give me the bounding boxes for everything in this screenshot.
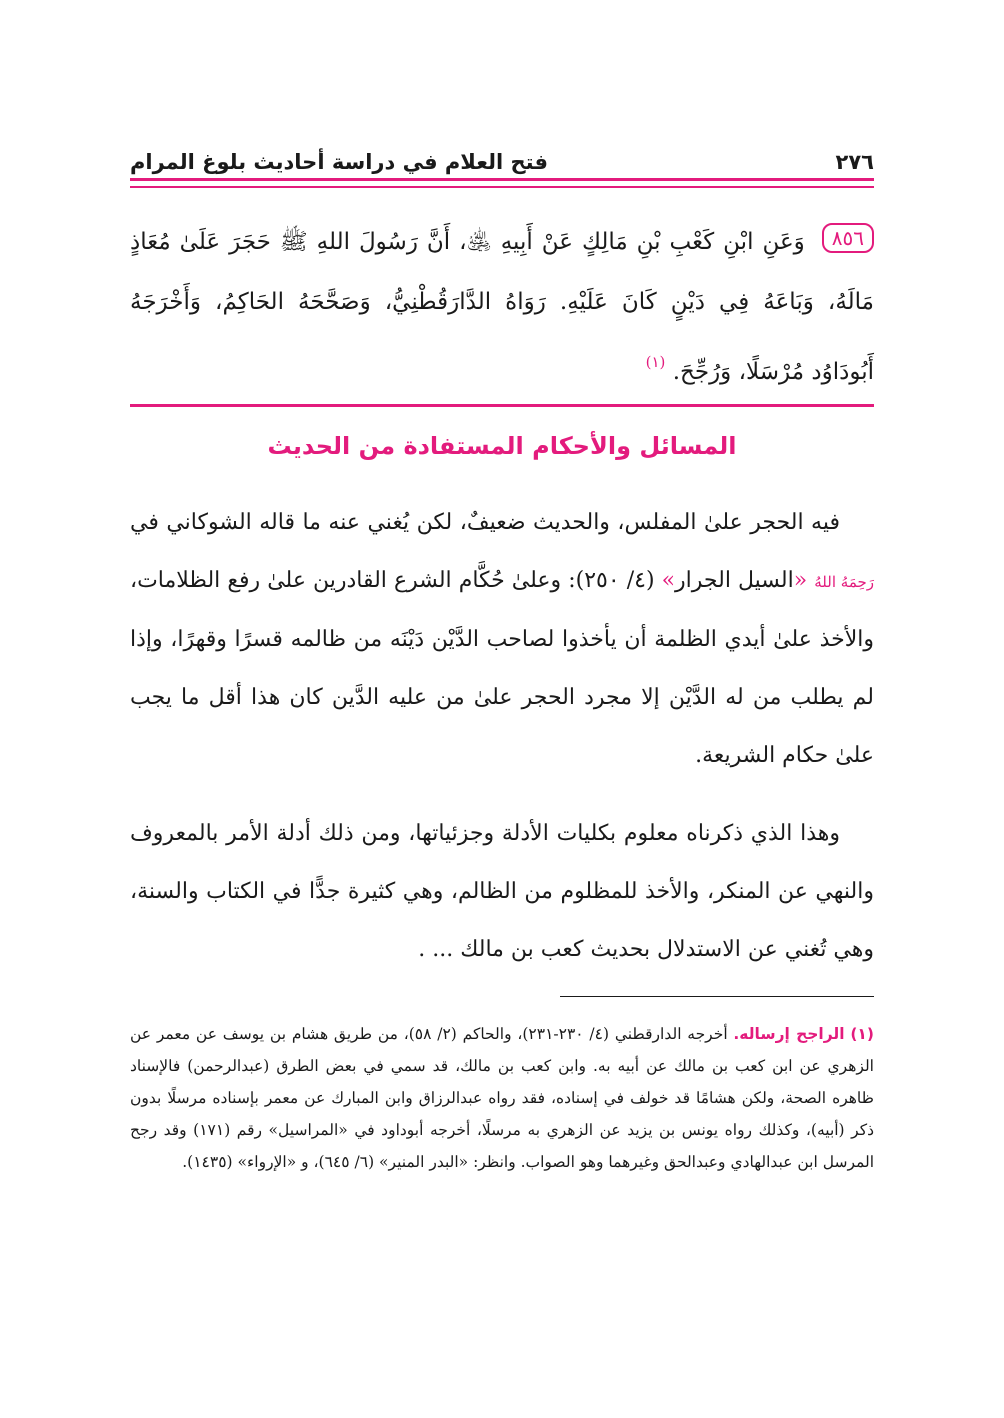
footnote-separator (560, 996, 874, 997)
hadith-text: وَعَنِ ابْنِ كَعْبِ بْنِ مَالِكٍ عَنْ أَبِيهِ ﵁، أَنَّ رَسُولَ اللهِ ﷺ حَجَرَ عَلَىٰ مُعَاذٍ مَالَهُ، وَبَاعَهُ فِي دَيْنٍ كَانَ عَلَيْهِ. رَوَاهُ الدَّارَقُطْنِيُّ، وَصَحَّحَهُ الحَاكِمُ، وَأَخْرَجَهُ أَبُودَاوُد مُرْسَلًا، وَرُجِّحَ. (130, 229, 874, 385)
paragraph-1-rest: (٤/ ٢٥٠): وعلىٰ حُكَّام الشرع القادرين علىٰ رفع الظلامات، والأخذ علىٰ أيدي الظلمة أن يأخذوا لصاحب الدَّيْن دَيْنَه من ظالمه قسرًا وقهرًا، وإذا لم يطلب من له الدَّيْن إلا مجرد الحجر علىٰ من عليه الدَّين كان هذا أقل ما يجب علىٰ حكام الشريعة. (130, 568, 874, 768)
paragraph-1 (130, 494, 874, 785)
footnote (130, 1018, 874, 1178)
running-title: فتح العلام في دراسة أحاديث بلوغ المرام (130, 150, 548, 174)
close-quote: » (661, 568, 676, 593)
page-number: ٢٧٦ (835, 150, 874, 174)
section-heading: المسائل والأحكام المستفادة من الحديث (267, 432, 737, 460)
paragraph-1-intro: فيه الحجر علىٰ المفلس، والحديث ضعيفٌ، لكن يُغني عنه ما قاله الشوكاني (166, 510, 840, 535)
paragraph-2: وهذا الذي ذكرناه معلوم بكليات الأدلة وجزئياتها، ومن ذلك أدلة الأمر بالمعروف والنهي عن المنكر، والأخذ للمظلوم من الظالم، وهي كثيرة جدًّا في الكتاب والسنة، وهي تُغني عن الاستدلال بحديث كعب بن مالك ... . (130, 821, 874, 962)
honorific-glyph: رَحِمَهُ اللهُ (814, 573, 875, 591)
book-title: السيل الجرار (675, 568, 794, 593)
body-text (130, 494, 874, 979)
open-quote: « (793, 568, 808, 593)
header-rule-bottom (130, 186, 874, 188)
page-header (130, 118, 874, 174)
footnote-number: (١) (850, 1025, 874, 1043)
hadith-block (130, 212, 874, 402)
footnote-text: أخرجه الدارقطني (٤/ ٢٣٠-٢٣١)، والحاكم (٢/ ٥٨)، من طريق هشام بن يوسف عن معمر عن الزهري عن ابن كعب بن مالك عن أبيه به. وابن كعب بن مالك، قد سمي في بعض الطرق (عبدالرحمن) فالإسناد ظاهره الصحة، ولكن هشامًا قد خولف في إسناده، فقد رواه عبدالرزاق وابن المبارك عن معمر بإسناده مرسلًا بدون ذكر (أبيه)، وكذلك رواه يونس بن يزيد عن الزهري به مرسلًا، أخرجه أبوداود في «المراسيل» رقم (١٧١) وقد رجح المرسل ابن عبدالهادي وعبدالحق وغيرهما وهو الصواب. وانظر: «البدر المنير» (٦/ ٦٤٥)، و «الإرواء» (١٤٣٥). (130, 1025, 874, 1171)
hadith-number-badge: ٨٥٦ (822, 223, 874, 253)
footnote-label: الراجح إرساله. (733, 1025, 845, 1043)
section-divider (130, 404, 874, 407)
footnote-reference[interactable]: (١) (645, 353, 666, 371)
header-rule-top (130, 178, 874, 181)
paragraph-1-prefix: في (130, 510, 159, 535)
